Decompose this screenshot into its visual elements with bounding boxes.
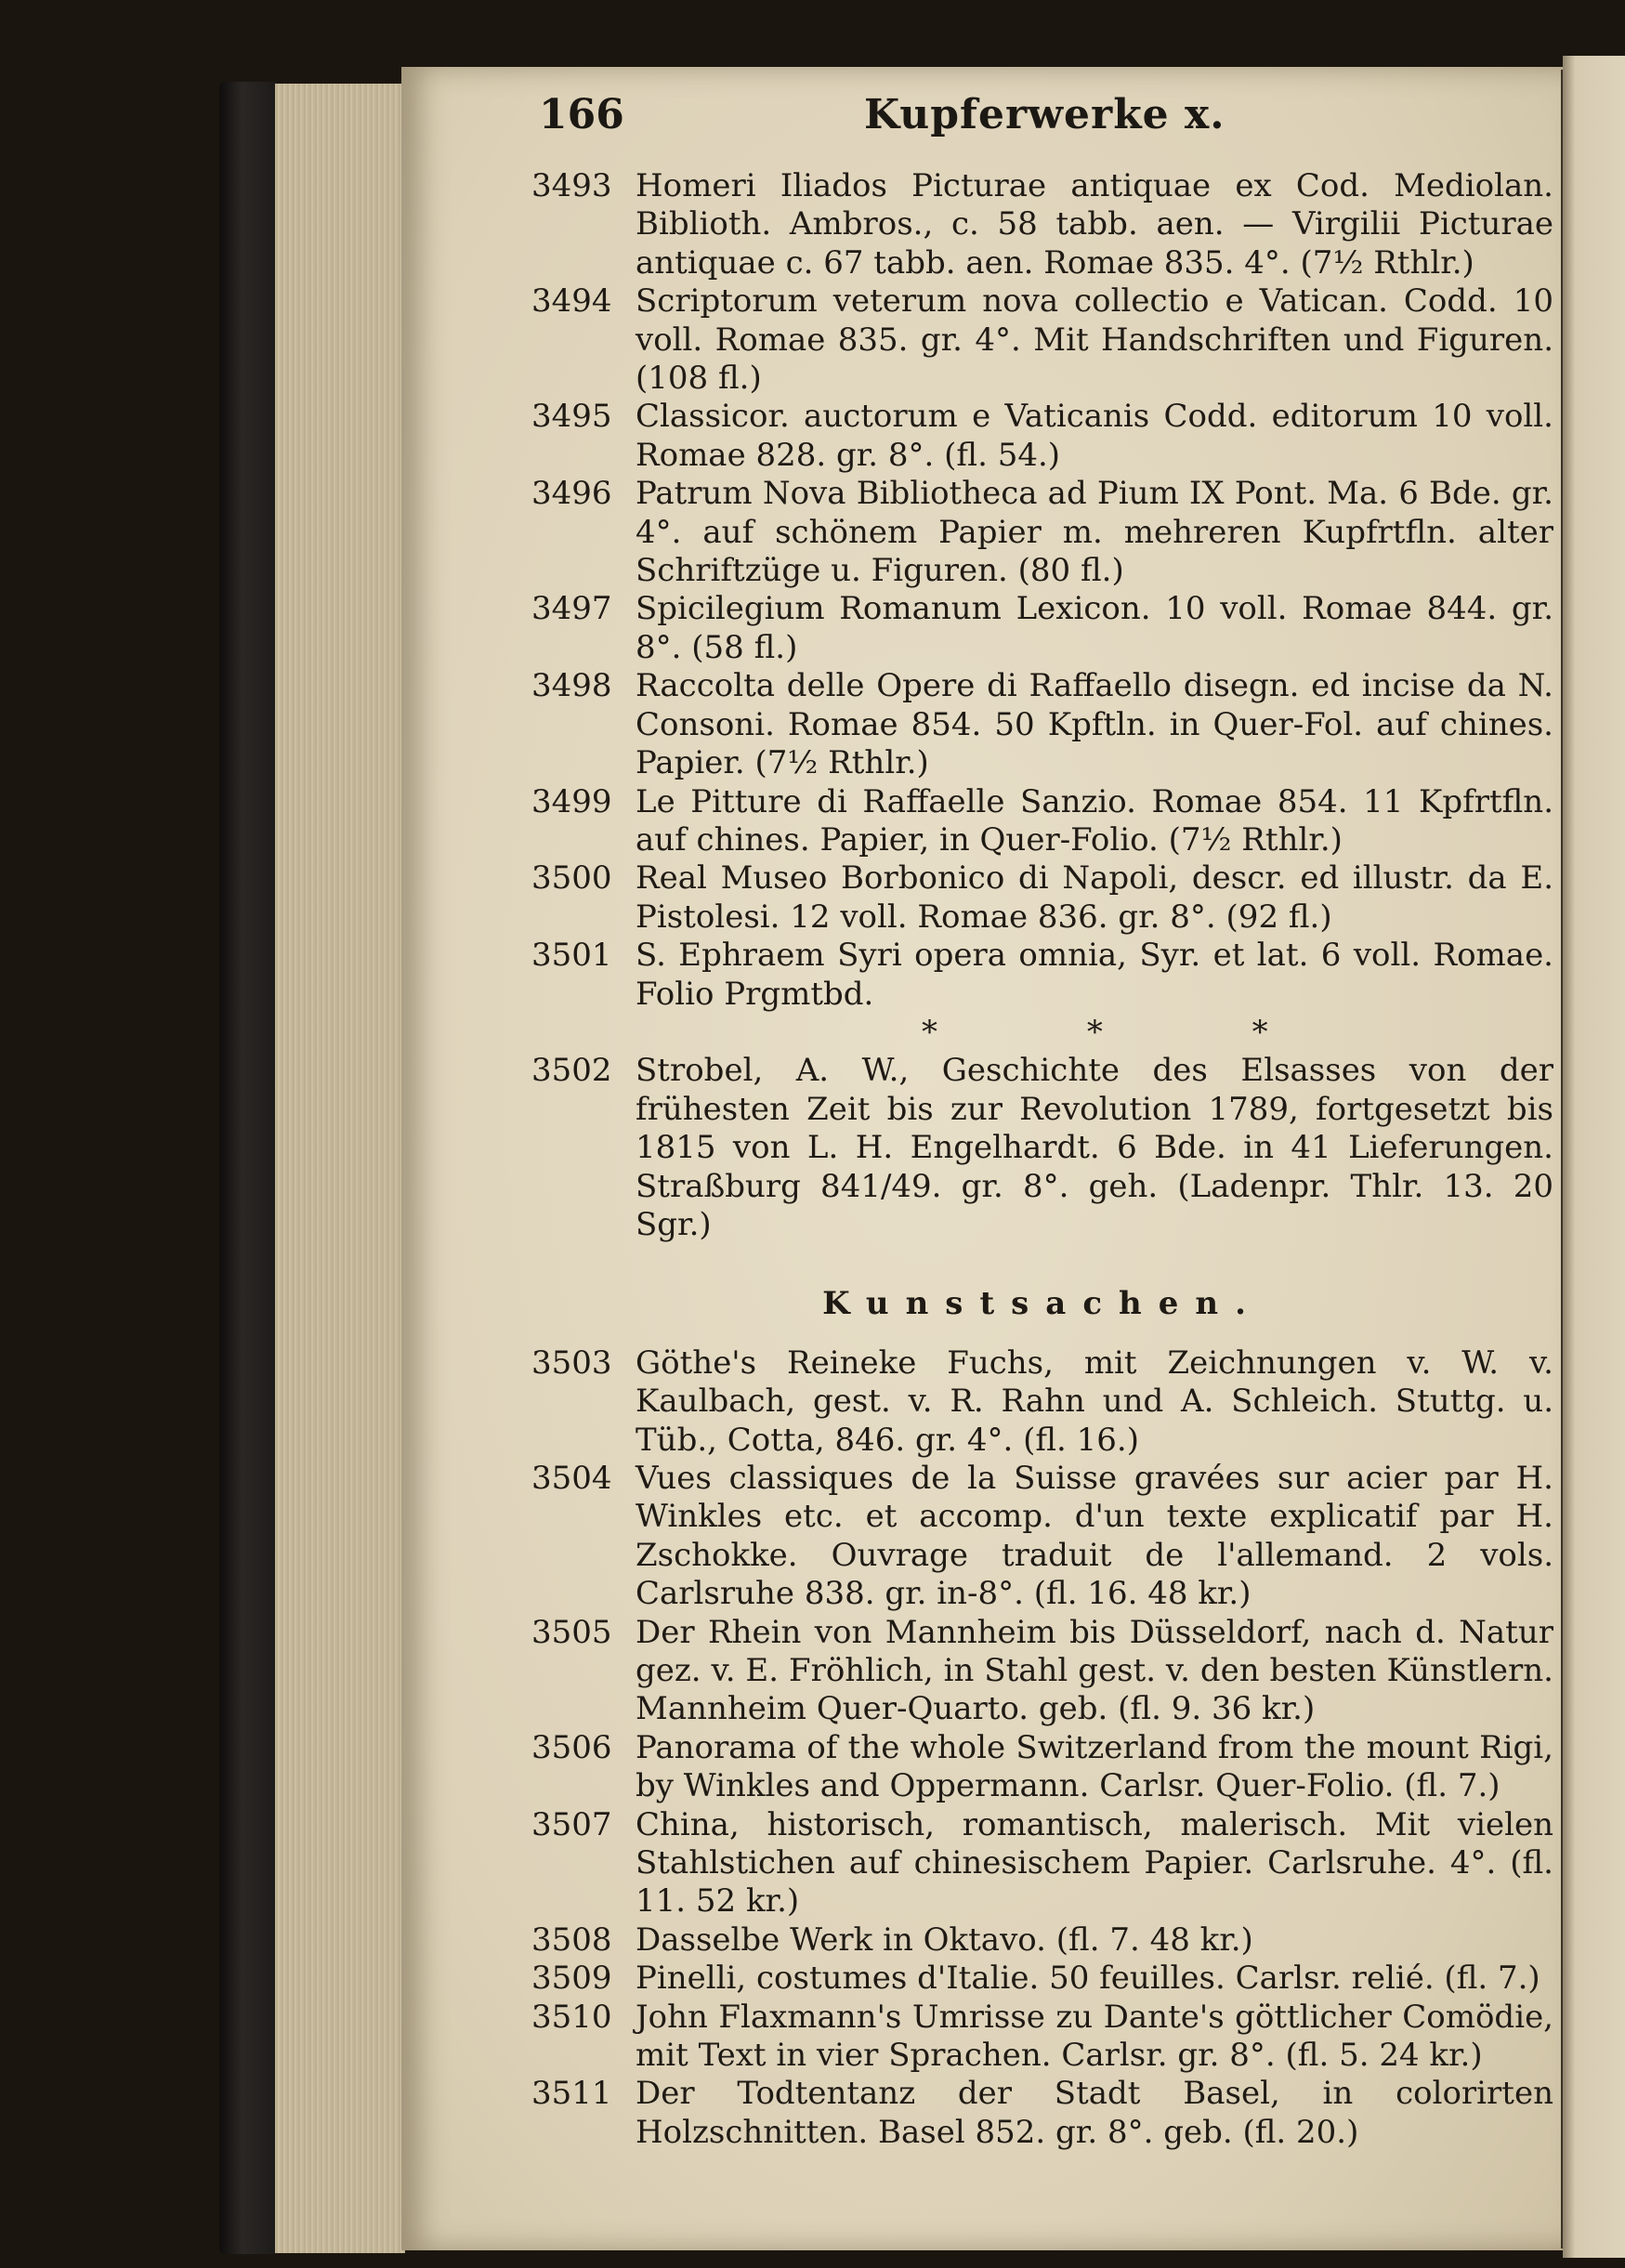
entry-text: Dasselbe Werk in Oktavo. (fl. 7. 48 kr.) bbox=[636, 1921, 1253, 1959]
entry-number: 3506 bbox=[531, 1728, 612, 1766]
entry-text: Spicilegium Romanum Lexicon. 10 voll. Romae 844. gr. 8°. (58 fl.) bbox=[636, 590, 1553, 666]
page-header bbox=[539, 91, 1561, 143]
catalog-entry bbox=[531, 398, 1553, 475]
entry-number: 3495 bbox=[531, 398, 612, 436]
catalog-entry bbox=[531, 1960, 1553, 1998]
catalog-entry bbox=[531, 937, 1553, 1014]
catalog-entry bbox=[531, 1344, 1553, 1460]
entry-text: Scriptorum veterum nova collectio e Vatican. Codd. 10 voll. Romae 835. gr. 4°. Mit Handschriften und Figuren. (108 fl.) bbox=[636, 282, 1553, 398]
entry-number: 3498 bbox=[531, 667, 612, 705]
entry-number: 3503 bbox=[531, 1344, 612, 1382]
catalog-entry bbox=[531, 667, 1553, 782]
catalog-entry bbox=[531, 282, 1553, 398]
entry-number: 3510 bbox=[531, 1998, 612, 2036]
entry-number: 3509 bbox=[531, 1960, 612, 1998]
entry-text: Strobel, A. W., Geschichte des Elsasses von der frühesten Zeit bis zur Revolution 1789, fortgesetzt bis 1815 von L. H. Engelhardt. 6 Bde. in 41 Lieferungen. Straßburg 841/49. gr. 8°. geh. (Ladenpr. Thlr. 13. 20 Sgr.) bbox=[636, 1052, 1553, 1243]
catalog-entry bbox=[531, 783, 1553, 860]
entry-text: Le Pitture di Raffaelle Sanzio. Romae 854. 11 Kpfrtfln. auf chines. Papier, in Quer-Folio. (7½ Rthlr.) bbox=[636, 782, 1553, 859]
entry-text: Patrum Nova Bibliotheca ad Pium IX Pont. Ma. 6 Bde. gr. 4°. auf schönem Papier m. mehreren Kupfrtfln. alter Schriftzüge u. Figuren. (80 fl.) bbox=[636, 475, 1553, 590]
entry-text: Der Todtentanz der Stadt Basel, in colorirten Holzschnitten. Basel 852. gr. 8°. geb. (fl. 20.) bbox=[636, 2075, 1553, 2151]
catalog-entry bbox=[531, 1729, 1553, 1806]
catalog-entry bbox=[531, 167, 1553, 282]
entry-text: Real Museo Borbonico di Napoli, descr. ed illustr. da E. Pistolesi. 12 voll. Romae 836. gr. 8°. (92 fl.) bbox=[636, 859, 1553, 936]
entry-number: 3494 bbox=[531, 282, 612, 321]
star-separator bbox=[531, 1014, 1553, 1052]
entry-number: 3500 bbox=[531, 859, 612, 898]
book-binding bbox=[219, 82, 277, 2254]
entry-number: 3507 bbox=[531, 1805, 612, 1843]
entries-list-after bbox=[531, 1344, 1553, 2153]
catalog-entry bbox=[531, 590, 1553, 667]
catalog-entry bbox=[531, 1921, 1553, 1960]
star: * bbox=[1086, 1013, 1103, 1051]
entry-text: John Flaxmann's Umrisse zu Dante's göttlicher Comödie, mit Text in vier Sprachen. Carlsr. gr. 8°. (fl. 5. 24 kr.) bbox=[636, 1998, 1553, 2075]
page-number: 166 bbox=[539, 91, 624, 138]
entry-text: Göthe's Reineke Fuchs, mit Zeichnungen v. W. v. Kaulbach, gest. v. R. Rahn und A. Schleich. Stuttg. u. Tüb., Cotta, 846. gr. 4°. (fl. 16.) bbox=[636, 1344, 1553, 1459]
entry-text: Der Rhein von Mannheim bis Düsseldorf, nach d. Natur gez. v. E. Fröhlich, in Stahl gest. v. den besten Künstlern. Mannheim Quer-Quarto. geb. (fl. 9. 36 kr.) bbox=[636, 1613, 1553, 1728]
star: * bbox=[1252, 1013, 1268, 1051]
entry-number: 3502 bbox=[531, 1052, 612, 1090]
entry-number: 3497 bbox=[531, 590, 612, 628]
entry-text: Vues classiques de la Suisse gravées sur acier par H. Winkles etc. et accomp. d'un texte explicatif par H. Zschokke. Ouvrage traduit de l'allemand. 2 vols. Carlsruhe 838. gr. in-8°. (fl. 16. 48 kr.) bbox=[636, 1459, 1553, 1613]
entry-text: China, historisch, romantisch, malerisch. Mit vielen Stahlstichen auf chinesischem Papier. Carlsruhe. 4°. (fl. 11. 52 kr.) bbox=[636, 1805, 1553, 1921]
catalog-content bbox=[531, 167, 1553, 2152]
entry-number: 3504 bbox=[531, 1459, 612, 1497]
catalog-entry bbox=[531, 1052, 1553, 1244]
entry-number: 3499 bbox=[531, 782, 612, 820]
entry-text: Classicor. auctorum e Vaticanis Codd. editorum 10 voll. Romae 828. gr. 8°. (fl. 54.) bbox=[636, 398, 1553, 474]
next-page-edge bbox=[1563, 56, 1625, 2258]
entry-number: 3493 bbox=[531, 167, 612, 204]
catalog-entry bbox=[531, 1614, 1553, 1729]
entry-text: S. Ephraem Syri opera omnia, Syr. et lat. 6 voll. Romae. Folio Prgmtbd. bbox=[636, 937, 1553, 1013]
catalog-entry bbox=[531, 475, 1553, 590]
entry-number: 3511 bbox=[531, 2075, 612, 2113]
entry-text: Raccolta delle Opere di Raffaello disegn. ed incise da N. Consoni. Romae 854. 50 Kpftln. in Quer-Fol. auf chines. Papier. (7½ Rthlr.) bbox=[636, 667, 1553, 782]
entry-number: 3505 bbox=[531, 1613, 612, 1651]
catalog-entry bbox=[531, 2075, 1553, 2152]
entry-number: 3501 bbox=[531, 937, 612, 975]
entry-text: Homeri Iliados Picturae antiquae ex Cod. Mediolan. Biblioth. Ambros., c. 58 tabb. aen. — Virgilii Picturae antiquae c. 67 tabb. aen. Romae 835. 4°. (7½ Rthlr.) bbox=[636, 167, 1553, 282]
catalog-entry bbox=[531, 1460, 1553, 1614]
entries-list-before bbox=[531, 167, 1553, 1014]
entry-text: Pinelli, costumes d'Italie. 50 feuilles. Carlsr. relié. (fl. 7.) bbox=[636, 1960, 1540, 1998]
entry-number: 3496 bbox=[531, 475, 612, 513]
entries-list-middle bbox=[531, 1052, 1553, 1244]
entry-number: 3508 bbox=[531, 1921, 612, 1959]
entry-text: Panorama of the whole Switzerland from the mount Rigi, by Winkles and Oppermann. Carlsr. Quer-Folio. (fl. 7.) bbox=[636, 1728, 1553, 1805]
catalog-entry bbox=[531, 859, 1553, 937]
section-heading: Kunstsachen. bbox=[822, 1285, 1263, 1323]
star: * bbox=[922, 1013, 937, 1051]
catalog-entry bbox=[531, 1999, 1553, 2076]
page-edges bbox=[275, 84, 405, 2253]
catalog-entry bbox=[531, 1806, 1553, 1921]
running-title: Kupferwerke x. bbox=[864, 91, 1225, 138]
